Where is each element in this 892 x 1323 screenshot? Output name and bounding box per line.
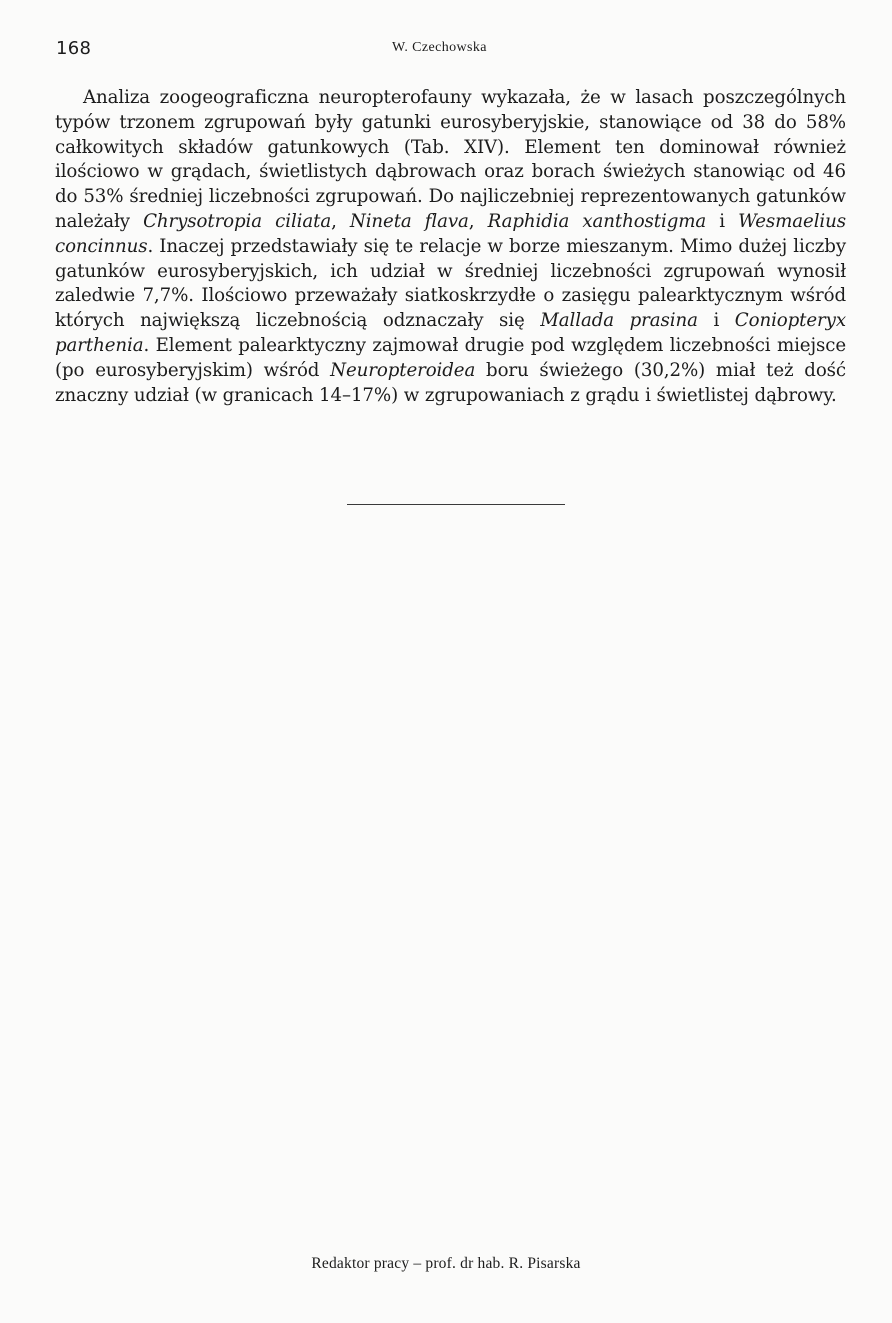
body-text-segment: Analiza zoogeograficzna neuropterofauny wykazała, że w lasach poszczególnych typów trzonem zgrupowań były gatunki eurosyberyjskie, stanowiące od 38 do 58% całkowitych składów gatunkowych (Tab. XIV). Element ten dominował również ilościowo w grądach, świetlistych dąbrowach oraz borach świeżych stanowiąc od 46 do 53% średniej liczebności zgrupowań. Do najliczebniej reprezentowanych gatunków należały (55, 87, 846, 232)
taxon-name: Neuropteroidea (330, 359, 476, 381)
page-number: 168 (56, 38, 92, 59)
body-text-segment: . Element palearktyczny zajmował drugie pod względem liczebności miejsce (po eurosyberyjskim) wśród (55, 334, 846, 381)
body-text-separator: , (468, 210, 488, 232)
editor-note: Redaktor pracy – prof. dr hab. R. Pisarska (311, 1255, 581, 1272)
species-name: Coniopteryx parthenia (55, 310, 846, 356)
species-name: Chrysotropia ciliata (143, 210, 332, 232)
body-text-separator: i (697, 310, 735, 332)
species-name: Wesmaelius concinnus (55, 210, 846, 257)
body-text-separator: i (706, 210, 739, 232)
species-name: Nineta flava (349, 210, 469, 232)
body-text-segment: boru świeżego (30,2%) miał też dość znaczny udział (w granicach 14–17%) w zgrupowaniach z grądu i świetlistej dąbrowy. (55, 359, 847, 406)
page-header (56, 38, 846, 62)
body-text-separator: , (331, 210, 350, 232)
running-head-author: W. Czechowska (392, 40, 487, 55)
body-paragraph (55, 86, 846, 408)
species-name: Mallada prasina (540, 310, 698, 332)
section-divider (347, 504, 565, 505)
species-name: Raphidia xanthostigma (487, 210, 707, 232)
body-text-segment: . Inaczej przedstawiały się te relacje w borze mieszanym. Mimo dużej liczby gatunków eurosyberyjskich, ich udział w średniej liczebności zgrupowań wynosił zaledwie 7,7%. Ilościowo przeważały siatkoskrzydłe o zasięgu palearktycznym wśród których największą liczebnością odznaczały się (55, 235, 846, 332)
